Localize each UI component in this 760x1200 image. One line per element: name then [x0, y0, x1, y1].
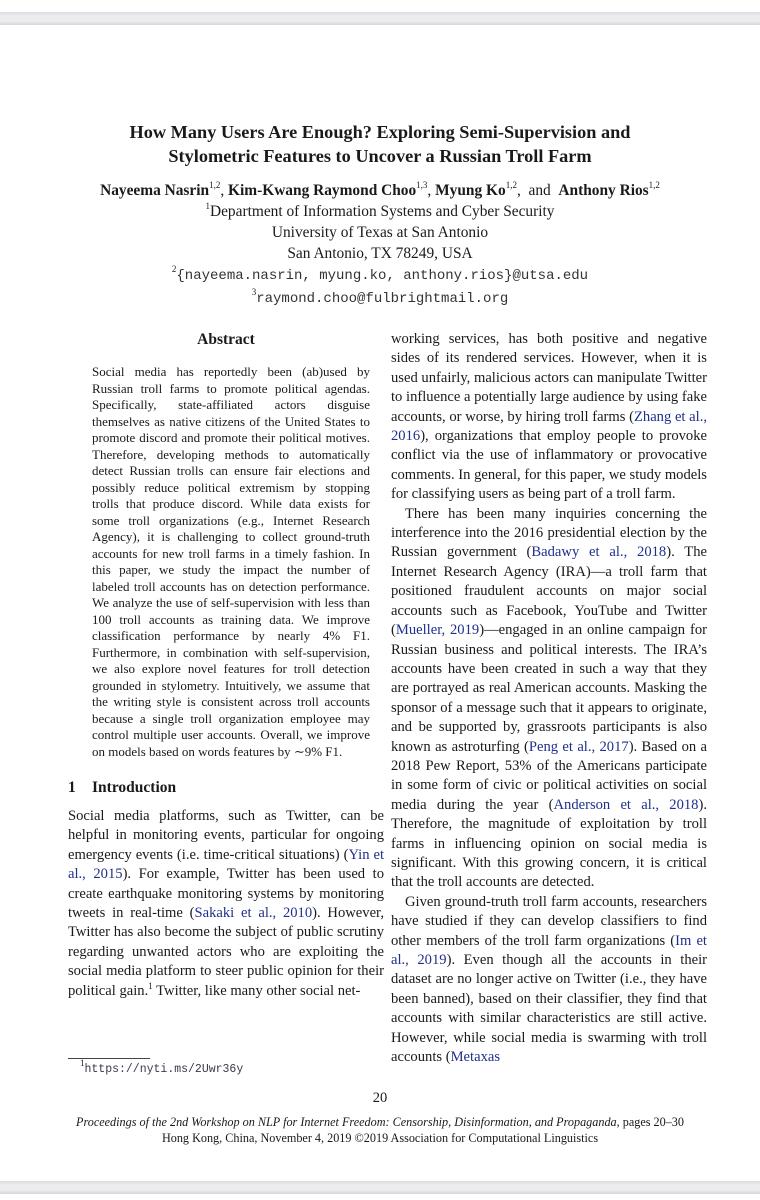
email-text: {nayeema.nasrin, myung.ko, anthony.rios}@utsa.edu [176, 268, 589, 284]
citation-link[interactable]: Metaxas [450, 1049, 501, 1066]
intro-paragraph-1: Social media platforms, such as Twitter, can be helpful in monitoring events, particular for ongoing emergency events (i.e. time-critical situations) (Yin et al., 2015). For example, Twitter has been used to create earthquake monitoring systems by monitoring tweets in real-time (Sakaki et al., 2010). However, Twitter has also become the subject of public scrutiny regarding unwanted actors who are exploiting the social media platform to steer public opinion for their political gain.$^1$ Twitter, like many other social net- [68, 808, 385, 999]
page-range: , pages 20–30 [616, 1115, 684, 1129]
proceedings-line-2: Hong Kong, China, November 4, 2019 ©2019 Association for Computational Linguistics [161, 1131, 599, 1145]
footnote-link[interactable]: https://nyti.ms/2Uwr36y [84, 1063, 244, 1076]
citation-link[interactable]: Badawy et al., 2018 [531, 544, 667, 561]
abstract-heading: Abstract [197, 331, 255, 348]
footnote-mark: 1 [80, 1058, 85, 1068]
affiliation-university: University of Texas at San Antonio [271, 224, 489, 241]
citation-link[interactable]: Yin et al., 2015 [68, 846, 385, 883]
author-affiliation-mark: 1,2 [209, 180, 221, 190]
author-affiliation-mark: 1,2 [505, 180, 517, 190]
paper-title [60, 120, 700, 168]
title-line-1: How Many Users Are Enough? Exploring Semi-Supervision and [129, 122, 631, 142]
citation-link[interactable]: Anderson et al., 2018 [553, 796, 699, 813]
venue-name: Proceedings of the 2nd Workshop on NLP for Internet Freedom: Censorship, Disinformation, and Propaganda [76, 1115, 617, 1129]
section-heading-introduction [68, 778, 384, 798]
title-line-2: Stylometric Features to Uncover a Russian Troll Farm [168, 146, 592, 166]
intro-paragraph-1-continued: working services, has both positive and negative sides of its rendered services. However, when it is used unfairly, malicious actors can manipulate Twitter to influence a potentially large audience by using fake accounts, or worse, by hiring troll farms (Zhang et al., 2016), organizations that employ people to provoke conflict via the use of inflammatory or provocative comments. In general, for this paper, we study models for classifying users as being part of a troll farm. [391, 331, 707, 503]
section-title: Introduction [92, 779, 177, 796]
author-affiliation-mark: 1,3 [416, 180, 428, 190]
and-word: and [528, 182, 551, 199]
citation-link[interactable]: Sakaki et al., 2010 [194, 905, 313, 922]
proceedings-line-1 [40, 1114, 720, 1130]
intro-paragraph-2: There has been many inquiries concerning the interference into the 2016 presidential election by the Russian government (Badawy et al., 2018). The Internet Research Agency (IRA)—a troll farm that positioned fraudulent accounts on major social accounts such as Facebook, YouTube and Twitter (Mueller, 2019)—engaged in an online campaign for Russian business and political interests. The IRA’s accounts have been created in such a way that they are portrayed as real American accounts. Masking the sponsor of a message such that it appears to originate, and be supported by, grassroots participants is also known as astroturfing (Peng et al., 2017). Based on a 2018 Pew Report, 53% of the Americans participate in some form of civic or political activities on social media during the year (Anderson et al., 2018). Therefore, the magnitude of exploitation by troll farms in influencing opinion on social media is significant. With this growing concern, it is critical that the troll accounts are detected. [391, 505, 707, 891]
author-name: Nayeema Nasrin [100, 182, 210, 199]
footnote-mark[interactable]: 1 [148, 980, 153, 991]
footnote [80, 1060, 243, 1078]
citation-link[interactable]: Peng et al., 2017 [528, 738, 629, 755]
abstract-text: Social media has reportedly been (ab)used by Russian troll farms to promote political agendas. Specifically, state-affiliated actors disguise themselves as native citizens of the United States to promote discord and promote their political motives. Therefore, developing methods to automatically detect Russian trolls can ensure fair elections and possibly reduce political extremism by stopping trolls that produce discord. While data exists for some troll organizations (e.g., Internet Research Agency), it is challenging to collect ground-truth accounts for new troll farms in a timely fashion. In this paper, we study the impact the number of labeled troll accounts has on detection performance. We analyze the use of self-supervision with less than 100 troll accounts as training data. We improve classification performance by nearly 4% F1. Furthermore, in combination with self-supervision, we also explore novel features for troll detection grounded in stylometry. Intuitively, we assume that the writing style is consistent across troll accounts because a single troll organization employee may control multiple user accounts. Overall, we improve on models based on words features by ∼9% F1. [92, 364, 370, 759]
right-column [391, 330, 707, 1067]
author-block [40, 180, 720, 310]
author-list: Nayeema Nasrin$^{1,2}$, Kim-Kwang Raymond Choo$^{1,3}$, Myung Ko$^{1,2}$, and Anthony Rios$^{1,2}$ [100, 180, 660, 199]
email-utsa [40, 264, 720, 287]
section-number: 1 [68, 779, 76, 796]
affiliation-mark: 2 [171, 264, 177, 274]
intro-paragraph-3: Given ground-truth troll farm accounts, researchers have studied if they can develop classifiers to find other members of the troll farm organizations (Im et al., 2019). Even though all the accounts in their dataset are no longer active on Twitter (i.e., they have been banned), based on their classifier, they find that accounts with similar characteristics are still active. However, while social media is swarming with troll accounts (Metaxas [391, 893, 708, 1066]
email-choo [40, 287, 720, 310]
author-affiliation-mark: 1,2 [648, 180, 660, 190]
citation-link[interactable]: Zhang et al., 2016 [391, 408, 707, 445]
affiliation-mark: 1 [205, 201, 210, 211]
viewer-top-bar [0, 12, 760, 25]
proceedings-footer [40, 1114, 720, 1146]
affiliation-address: San Antonio, TX 78249, USA [287, 245, 473, 262]
citation-link[interactable]: Mueller, 2019 [395, 622, 480, 639]
author-name: Kim-Kwang Raymond Choo [228, 182, 417, 199]
email-text: raymond.choo@fulbrightmail.org [256, 291, 509, 307]
author-name: Myung Ko [435, 182, 506, 199]
affiliation-department [40, 201, 720, 222]
department-text: Department of Information Systems and Cyber Security [209, 203, 555, 220]
citation-link[interactable]: Im et al., 2019 [391, 932, 707, 968]
page-number: 20 [372, 1090, 388, 1106]
left-column [68, 330, 384, 1001]
viewer-bottom-bar [0, 1181, 760, 1194]
affiliation-mark: 3 [251, 287, 257, 297]
author-name: Anthony Rios [558, 182, 649, 199]
